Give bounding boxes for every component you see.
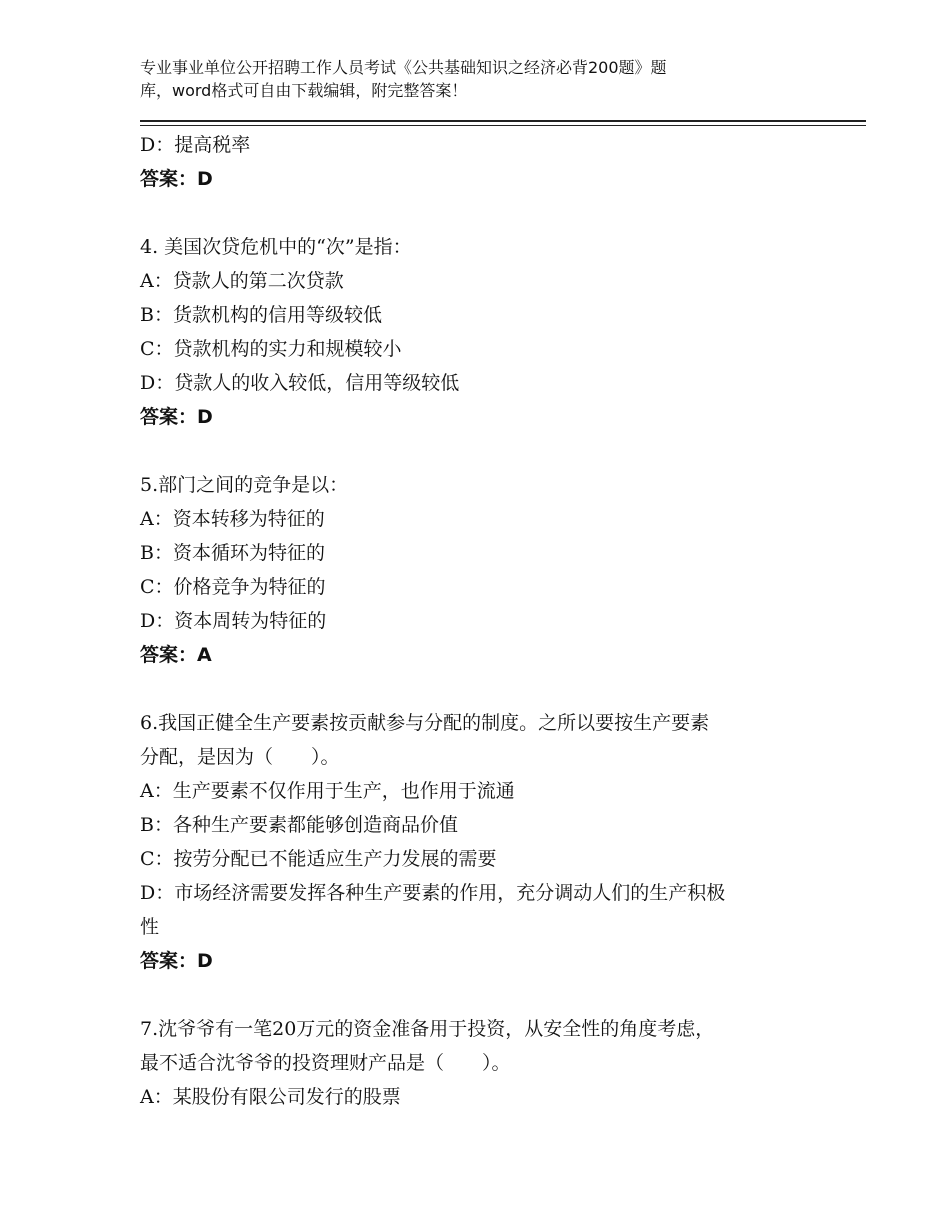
option-a: A：生产要素不仅作用于生产，也作用于流通 — [140, 780, 515, 802]
question-5 — [140, 468, 820, 672]
option-c: C：贷款机构的实力和规模较小 — [140, 338, 402, 360]
answer: 答案：A — [140, 644, 212, 666]
option-b: B：各种生产要素都能够创造商品价值 — [140, 814, 458, 836]
option-b: B：货款机构的信用等级较低 — [140, 304, 382, 326]
question-text-line-1: 6.我国正健全生产要素按贡献参与分配的制度。之所以要按生产要素 — [140, 712, 710, 734]
header-rule-thin — [140, 125, 866, 126]
document-body — [140, 128, 820, 1114]
question-text: 5.部门之间的竞争是以： — [140, 474, 349, 496]
question-text-line-2: 分配，是因为（ ）。 — [140, 746, 340, 768]
option-d-line-1: D：市场经济需要发挥各种生产要素的作用，充分调动人们的生产积极 — [140, 882, 726, 904]
question-text-line-2: 最不适合沈爷爷的投资理财产品是（ ）。 — [140, 1052, 511, 1074]
option-a: A：资本转移为特征的 — [140, 508, 325, 530]
option-b: B：资本循环为特征的 — [140, 542, 325, 564]
question-3 — [140, 128, 820, 196]
question-text: 4. 美国次贷危机中的“次”是指： — [140, 236, 412, 258]
header-rule-thick — [140, 120, 866, 122]
option-d: D：贷款人的收入较低，信用等级较低 — [140, 372, 460, 394]
option-d: D：提高税率 — [140, 134, 251, 156]
spacer — [140, 672, 820, 706]
answer: 答案：D — [140, 950, 213, 972]
option-d: D：资本周转为特征的 — [140, 610, 327, 632]
spacer — [140, 978, 820, 1012]
question-4 — [140, 230, 820, 434]
option-a: A：某股份有限公司发行的股票 — [140, 1086, 401, 1108]
option-c: C：按劳分配已不能适应生产力发展的需要 — [140, 848, 497, 870]
question-text-line-1: 7.沈爷爷有一笔20万元的资金准备用于投资，从安全性的角度考虑， — [140, 1018, 715, 1040]
option-a: A：贷款人的第二次贷款 — [140, 270, 344, 292]
header-title-line-1: 专业事业单位公开招聘工作人员考试《公共基础知识之经济必背200题》题 — [140, 58, 667, 77]
answer: 答案：D — [140, 168, 213, 190]
spacer — [140, 434, 820, 468]
question-6 — [140, 706, 820, 978]
answer: 答案：D — [140, 406, 213, 428]
option-c: C：价格竞争为特征的 — [140, 576, 326, 598]
spacer — [140, 196, 820, 230]
option-d-line-2: 性 — [140, 916, 160, 938]
document-header — [140, 56, 800, 102]
question-7 — [140, 1012, 820, 1114]
header-title-line-2: 库，word格式可自由下载编辑，附完整答案！ — [140, 81, 468, 100]
